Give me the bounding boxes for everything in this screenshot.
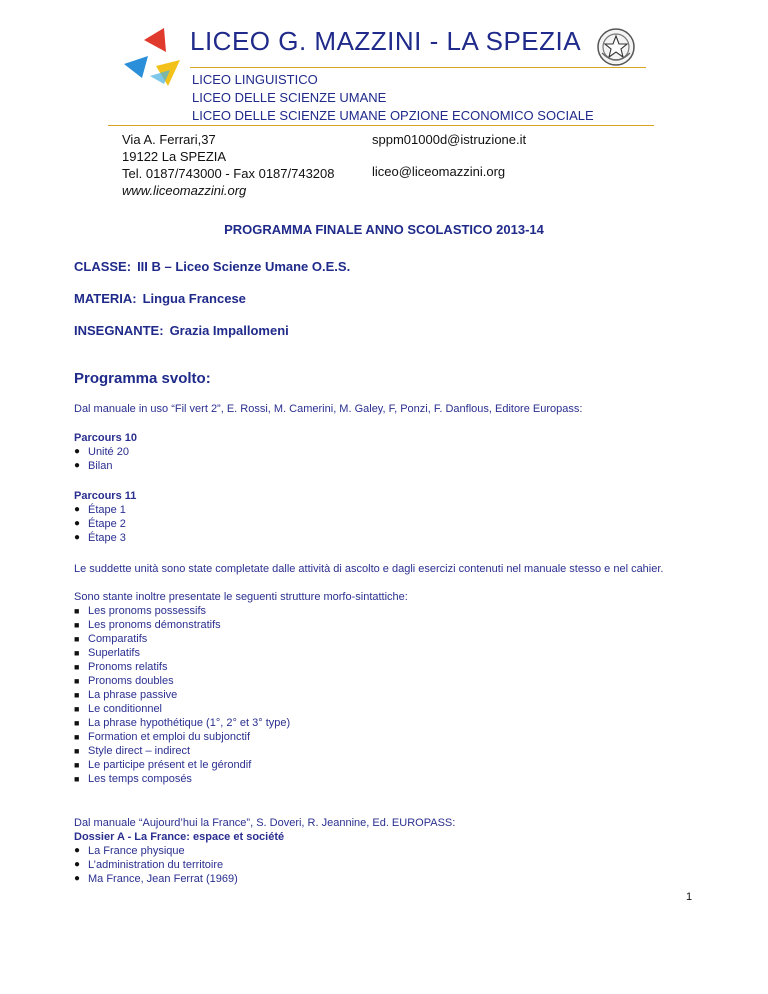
page-number: 1: [686, 891, 693, 903]
subtitle-line: LICEO DELLE SCIENZE UMANE: [192, 90, 387, 105]
list-item: ■ La phrase passive: [74, 689, 178, 701]
email-link[interactable]: liceo@liceomazzini.org: [372, 164, 506, 179]
school-subtitles: [192, 71, 594, 125]
class-value: III B – Liceo Scienze Umane O.E.S.: [137, 259, 351, 274]
teacher-field: [74, 323, 289, 338]
square-bullet-icon: ■: [74, 732, 80, 742]
class-field: [74, 259, 350, 274]
school-name: LICEO G. MAZZINI - LA SPEZIA: [190, 26, 582, 56]
class-label: CLASSE:: [74, 259, 132, 274]
square-bullet-icon: ■: [74, 676, 80, 686]
address-line: 19122 La SPEZIA: [122, 149, 227, 164]
address-block: [122, 131, 335, 199]
email-link[interactable]: sppm01000d@istruzione.it: [372, 132, 527, 147]
list-item: ■ Formation et emploi du subjonctif: [74, 731, 251, 743]
list-item: ■ Pronoms relatifs: [74, 661, 168, 673]
structures-intro: Sono stante inoltre presentate le seguenti strutture morfo-sintattiche:: [74, 591, 408, 603]
list-item: ■ Les pronoms possessifs: [74, 605, 206, 617]
structures-list: [74, 604, 290, 786]
square-bullet-icon: ■: [74, 690, 80, 700]
teacher-label: INSEGNANTE:: [74, 323, 164, 338]
square-bullet-icon: ■: [74, 662, 80, 672]
bullet-icon: ●: [74, 532, 81, 543]
square-bullet-icon: ■: [74, 704, 80, 714]
bullet-icon: ●: [74, 873, 81, 884]
list-item: ■ Le participe présent et le gérondif: [74, 759, 252, 771]
completion-paragraph: Le suddette unità sono state completate dalle attività di ascolto e dagli esercizi contenuti nel manuale stesso e nel cahier.: [74, 563, 664, 575]
email-block: [372, 131, 526, 180]
list-item: ● Étape 2: [74, 518, 126, 530]
subject-label: MATERIA:: [74, 291, 137, 306]
list-item: ■ La phrase hypothétique (1°, 2° et 3° type): [74, 717, 291, 729]
bullet-icon: ●: [74, 460, 81, 471]
website-link[interactable]: www.liceomazzini.org: [122, 183, 247, 198]
address-line: Tel. 0187/743000 - Fax 0187/743208: [122, 166, 335, 181]
list-item: ● Étape 1: [74, 504, 126, 516]
dossier-a-title: Dossier A - La France: espace et société: [74, 831, 285, 843]
subtitle-line: LICEO LINGUISTICO: [192, 72, 318, 87]
subject-field: [74, 291, 246, 306]
square-bullet-icon: ■: [74, 760, 80, 770]
list-item: ■ Le conditionnel: [74, 703, 163, 715]
list-item: ■ Comparatifs: [74, 633, 148, 645]
parcours-10-list: [74, 445, 129, 473]
list-item: ● Bilan: [74, 460, 113, 472]
square-bullet-icon: ■: [74, 746, 80, 756]
address-line: Via A. Ferrari,37: [122, 132, 216, 147]
square-bullet-icon: ■: [74, 774, 80, 784]
list-item: ■ Superlatifs: [74, 647, 140, 659]
square-bullet-icon: ■: [74, 634, 80, 644]
bullet-icon: ●: [74, 518, 81, 529]
square-bullet-icon: ■: [74, 718, 80, 728]
section-title: Programma svolto:: [74, 370, 211, 387]
dossier-a-list: [74, 844, 238, 886]
square-bullet-icon: ■: [74, 620, 80, 630]
parcours-10-title: Parcours 10: [74, 432, 137, 444]
list-item: ● La France physique: [74, 845, 185, 857]
list-item: ● L’administration du territoire: [74, 859, 224, 871]
manual-2-intro: Dal manuale “Aujourd’hui la France”, S. Doveri, R. Jeannine, Ed. EUROPASS:: [74, 817, 456, 829]
manual-intro: Dal manuale in uso “Fil vert 2”, E. Rossi, M. Camerini, M. Galey, F, Ponzi, F. Danflous, Editore Europass:: [74, 403, 583, 415]
list-item: ● Unité 20: [74, 446, 129, 458]
list-item: ■ Les pronoms démonstratifs: [74, 619, 221, 631]
list-item: ■ Style direct – indirect: [74, 745, 191, 757]
square-bullet-icon: ■: [74, 648, 80, 658]
list-item: ■ Pronoms doubles: [74, 675, 174, 687]
parcours-11-title: Parcours 11: [74, 490, 137, 502]
parcours-11-list: [74, 503, 126, 545]
bullet-icon: ●: [74, 859, 81, 870]
list-item: ● Ma France, Jean Ferrat (1969): [74, 873, 238, 885]
list-item: ● Étape 3: [74, 532, 126, 544]
subtitle-line: LICEO DELLE SCIENZE UMANE OPZIONE ECONOMICO SOCIALE: [192, 108, 594, 123]
republic-emblem-icon: [596, 27, 636, 67]
document-title: PROGRAMMA FINALE ANNO SCOLASTICO 2013-14: [224, 222, 544, 237]
bullet-icon: ●: [74, 845, 81, 856]
teacher-value: Grazia Impallomeni: [169, 323, 289, 338]
header-divider-top: [190, 67, 646, 68]
square-bullet-icon: ■: [74, 606, 80, 616]
bullet-icon: ●: [74, 446, 81, 457]
header-divider-bottom: [108, 125, 654, 126]
bullet-icon: ●: [74, 504, 81, 515]
school-logo-icon: [120, 26, 190, 90]
subject-value: Lingua Francese: [142, 291, 246, 306]
list-item: ■ Les temps composés: [74, 773, 192, 785]
